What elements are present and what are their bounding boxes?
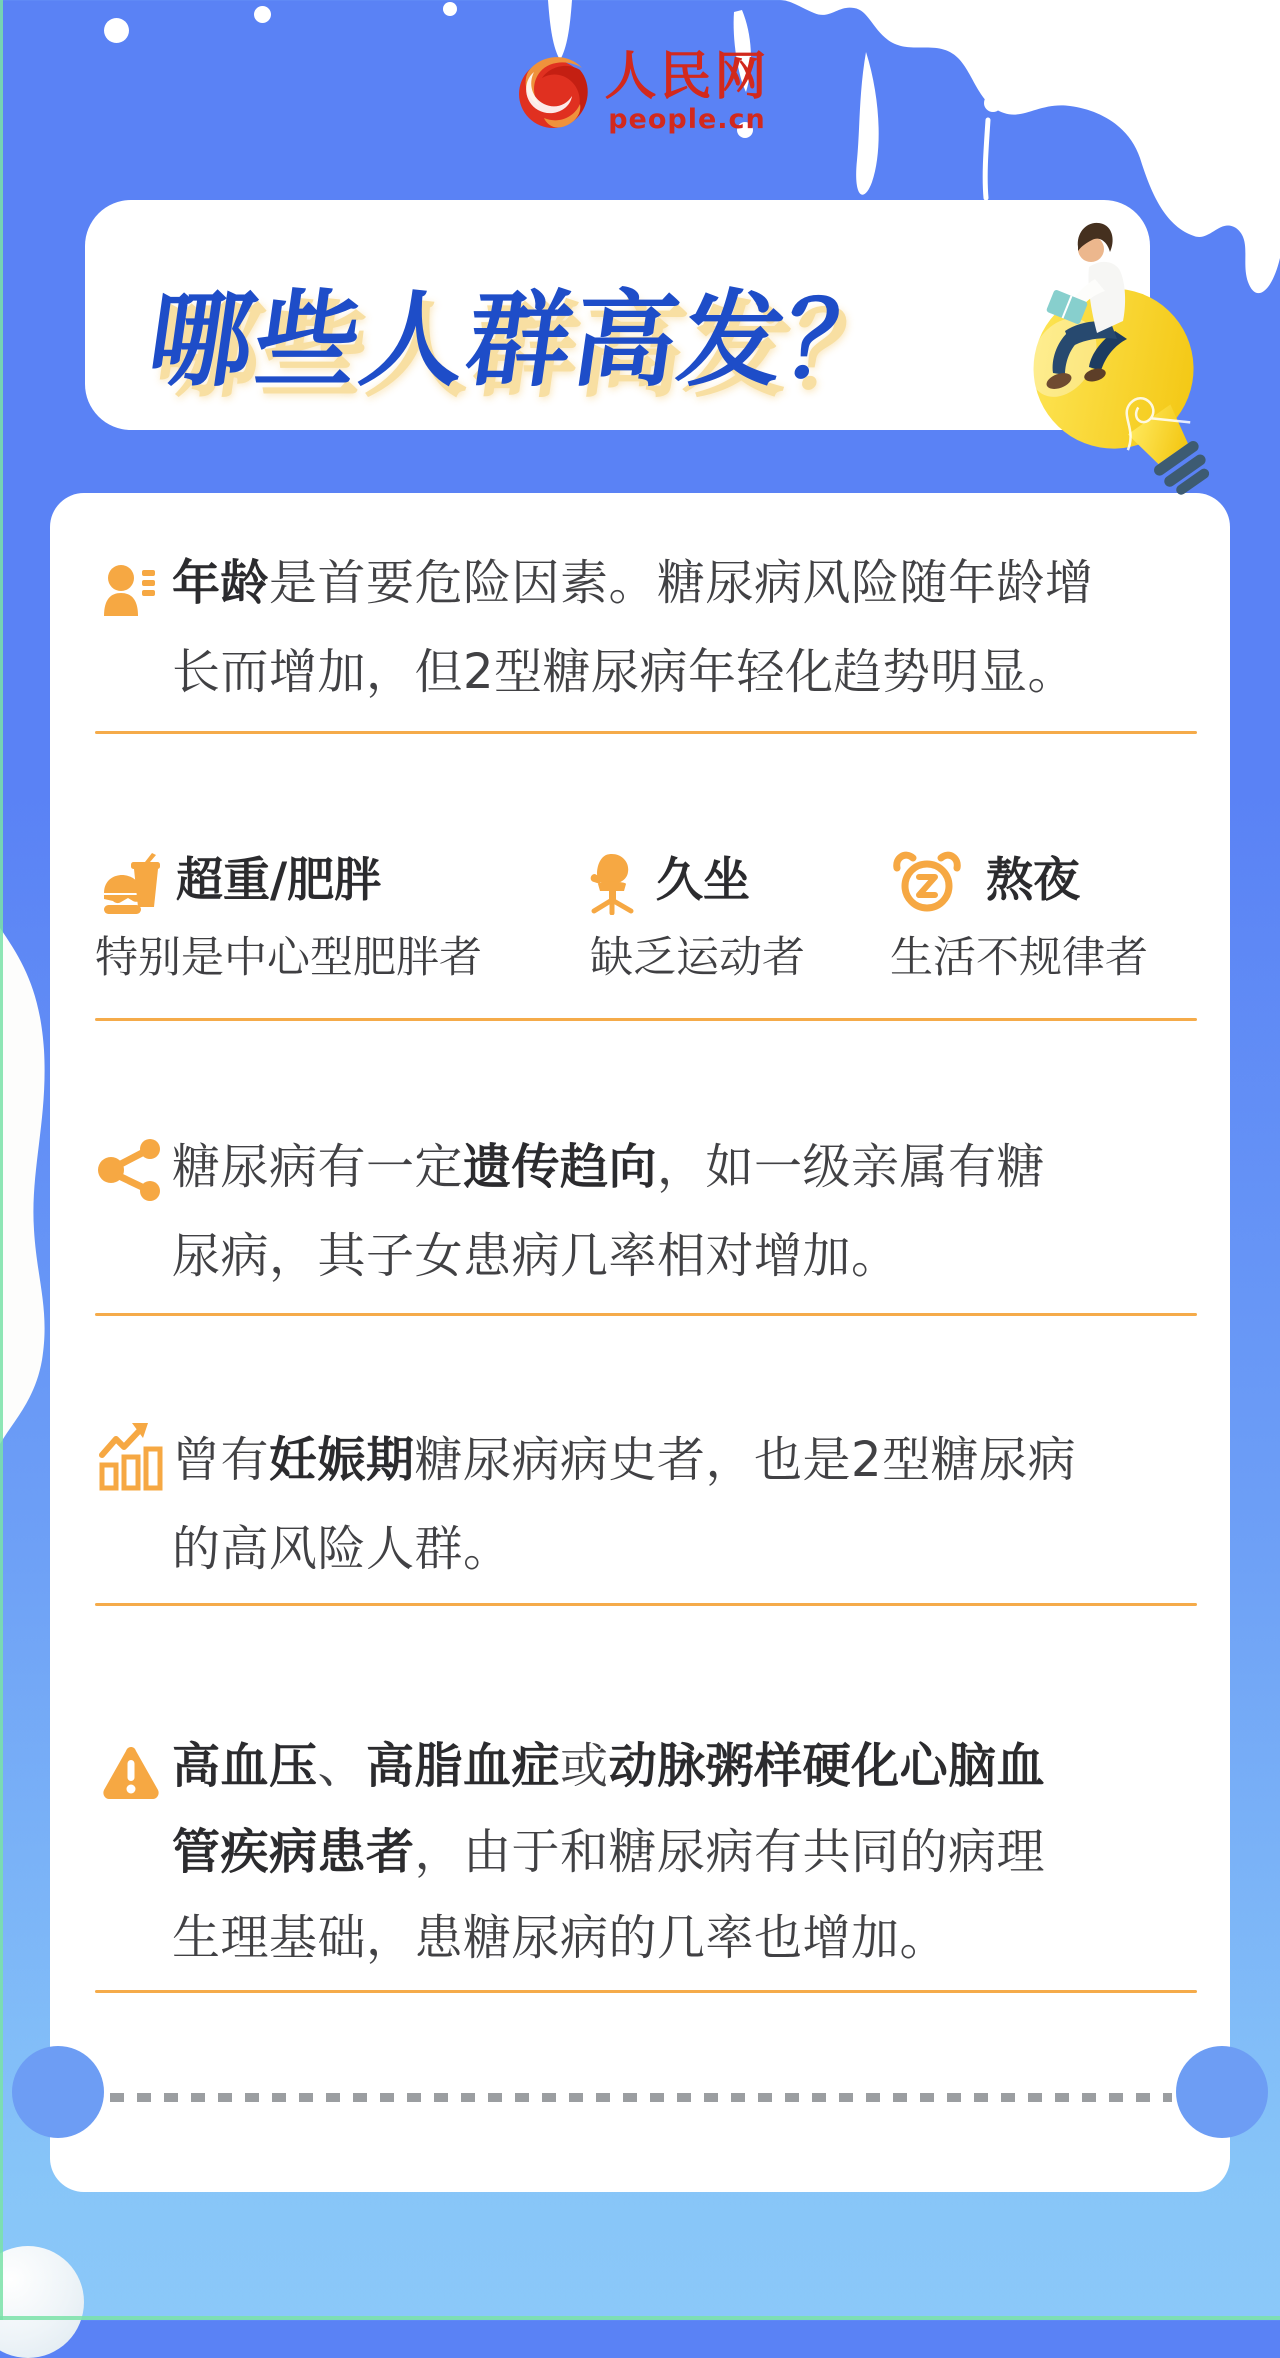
divider-2 xyxy=(95,1018,1197,1021)
left-edge-artifact xyxy=(0,0,3,2320)
divider-5 xyxy=(95,1990,1197,1993)
section-genetic-line-1: 糖尿病有一定遗传趋向，如一级亲属有糖 xyxy=(172,1139,1046,1195)
alarm-clock-icon xyxy=(893,849,961,913)
milk-splash-left xyxy=(0,928,56,1448)
bottom-edge-artifact xyxy=(0,2316,1280,2320)
section-genetic-text xyxy=(172,1123,1192,1301)
section-comorbidity-line-1: 高血压、高脂血症或动脉粥样硬化心脑血 xyxy=(172,1738,1046,1794)
section-age-line-1: 年龄是首要危险因素。糖尿病风险随年龄增 xyxy=(172,555,1094,611)
milk-dot-3 xyxy=(443,2,457,16)
share-nodes-icon xyxy=(98,1138,164,1202)
milk-dot-1 xyxy=(104,18,129,43)
section-age-text xyxy=(172,539,1192,717)
trend-chart-icon xyxy=(98,1423,164,1491)
column-overweight-label: 超重/肥胖 xyxy=(176,853,382,908)
section-gestational-line-1: 曾有妊娠期糖尿病病史者，也是2型糖尿病 xyxy=(172,1432,1077,1488)
dashed-tear-line xyxy=(110,2093,1172,2102)
title-card xyxy=(85,200,1150,430)
section-comorbidity-line-2: 管疾病患者，由于和糖尿病有共同的病理 xyxy=(172,1824,1046,1880)
site-domain: people.cn xyxy=(608,104,766,135)
section-gestational-text xyxy=(172,1416,1192,1594)
section-comorbidity-text xyxy=(172,1723,1192,1981)
people-daily-swirl-icon xyxy=(510,48,596,134)
office-chair-icon xyxy=(588,853,638,915)
milk-ball-bottom-left xyxy=(0,2246,84,2358)
fast-food-icon xyxy=(100,853,164,915)
column-sedentary-desc: 缺乏运动者 xyxy=(590,933,805,983)
section-age-line-2: 长而增加，但2型糖尿病年轻化趋势明显。 xyxy=(172,644,1077,700)
section-gestational-line-2: 的高风险人群。 xyxy=(172,1521,512,1577)
column-sedentary-label: 久坐 xyxy=(656,853,750,908)
column-latenight-desc: 生活不规律者 xyxy=(890,933,1148,983)
site-name: 人民网 xyxy=(604,47,770,107)
section-comorbidity-line-3: 生理基础，患糖尿病的几率也增加。 xyxy=(172,1910,949,1966)
divider-3 xyxy=(95,1313,1197,1316)
section-genetic-line-2: 尿病，其子女患病几率相对增加。 xyxy=(172,1228,900,1284)
milk-dot-2 xyxy=(254,6,271,23)
divider-1 xyxy=(95,731,1197,734)
column-latenight-label: 熬夜 xyxy=(986,853,1080,908)
content-card xyxy=(50,493,1230,2192)
tear-notch-right xyxy=(1176,2046,1268,2138)
divider-4 xyxy=(95,1603,1197,1606)
tear-notch-left xyxy=(12,2046,104,2138)
column-overweight-desc: 特别是中心型肥胖者 xyxy=(95,933,482,983)
site-logo xyxy=(0,48,1280,134)
person-on-lightbulb-illustration xyxy=(1015,215,1250,520)
warning-triangle-icon xyxy=(102,1745,160,1801)
person-profile-icon xyxy=(102,563,155,620)
page-title: 哪些人群高发？ xyxy=(141,279,901,401)
